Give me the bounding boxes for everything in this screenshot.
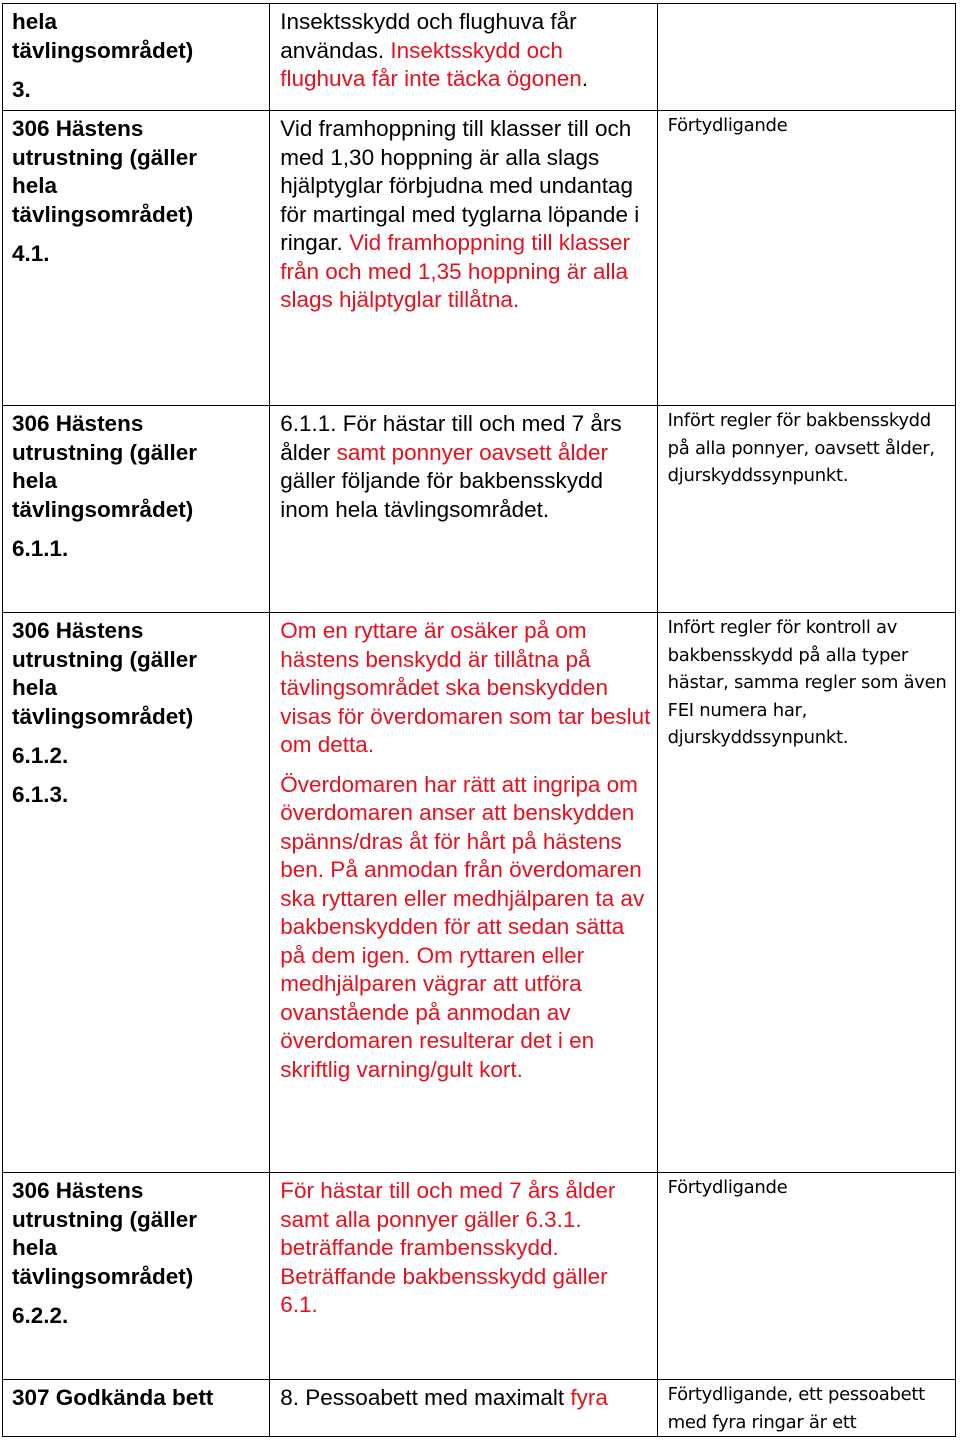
change-comment: Förtydligande, ett pessoabett med fyra ringar är ett [667, 1384, 925, 1433]
rule-text-cell [270, 406, 657, 613]
change-comment-cell [657, 613, 955, 1173]
reference-line: 306 Hästens [12, 116, 144, 141]
rule-text-cell [270, 1173, 657, 1380]
table-row [3, 1173, 956, 1380]
rule-paragraph [280, 771, 650, 1085]
rule-paragraph [280, 115, 650, 315]
rules-change-table [2, 3, 956, 1437]
rule-paragraph [280, 1177, 650, 1320]
reference-line: hela [12, 1235, 58, 1260]
rule-text-cell [270, 111, 657, 406]
rule-paragraph [280, 617, 650, 760]
change-comment-cell [657, 111, 955, 406]
rule-text-cell [270, 4, 657, 111]
change-comment-cell [657, 4, 955, 111]
section-number: 3. [12, 77, 31, 102]
change-comment: Infört regler för bakbensskydd på alla ponnyer, oavsett ålder, djurskyddssynpunkt. [667, 410, 935, 486]
original-text: 8. Pessoabett med maximalt [280, 1385, 571, 1410]
table-row [3, 4, 956, 111]
change-comment-cell [657, 1173, 955, 1380]
change-comment-cell [657, 406, 955, 613]
rule-text-cell [270, 613, 657, 1173]
rule-text-cell [270, 1380, 657, 1437]
rule-paragraph [280, 410, 650, 524]
section-number: 4.1. [12, 241, 50, 266]
reference-line: utrustning (gäller [12, 144, 197, 170]
reference-line: tävlingsområdet) [12, 201, 194, 227]
change-comment: Förtydligande [667, 115, 788, 136]
change-comment: Förtydligande [667, 1177, 788, 1198]
reference-line: 306 Hästens [12, 1178, 144, 1203]
original-text: Insektsskydd och flughuva får användas. [280, 9, 577, 63]
changed-text: fyra [570, 1385, 608, 1410]
reference-line: utrustning (gäller [12, 646, 197, 672]
reference-line: 307 Godkända bett [12, 1385, 214, 1410]
table-body [3, 4, 956, 1437]
reference-line: tävlingsområdet) [12, 703, 194, 729]
changed-text: För hästar till och med 7 års ålder samt alla ponnyer gäller 6.3.1. beträffande frambensskydd. Beträffande bakbensskydd gäller 6.1. [280, 1178, 616, 1317]
original-text: 6.1.1. För hästar till och med 7 års ålder [280, 411, 622, 465]
changed-text: Om en ryttare är osäker på om hästens benskydd är tillåtna på tävlingsområdet ska benskydden visas för överdomaren som tar beslut om detta. [280, 618, 651, 757]
original-text: gäller följande för bakbensskydd inom hela tävlingsområdet. [280, 468, 603, 522]
change-comment-cell [657, 1380, 955, 1437]
section-number: 6.2.2. [12, 1303, 69, 1328]
rule-paragraph [280, 8, 650, 94]
rule-reference-cell [3, 1380, 270, 1437]
original-text: . [581, 66, 588, 91]
rule-reference-cell [3, 1173, 270, 1380]
reference-line: utrustning (gäller [12, 439, 197, 465]
rule-reference-cell [3, 406, 270, 613]
table-row [3, 406, 956, 613]
change-comment [658, 4, 955, 5]
reference-line: hela [12, 9, 58, 34]
reference-line: tävlingsområdet) [12, 1263, 194, 1289]
table-row [3, 111, 956, 406]
changed-text: Insektsskydd och flughuva får inte täcka ögonen [280, 37, 582, 91]
original-text: Vid framhoppning till klasser till och med 1,30 hoppning är alla slags hjälptyglar förbjudna med undantag för martingal med tyglarna löpande i ringar. [280, 116, 640, 255]
reference-line: 306 Hästens [12, 411, 144, 436]
rule-paragraph [280, 1384, 650, 1413]
section-number: 6.1.3. [12, 781, 69, 807]
rule-reference-cell [3, 613, 270, 1173]
table-row [3, 613, 956, 1173]
table-row [3, 1380, 956, 1437]
rule-reference-cell [3, 111, 270, 406]
reference-line: utrustning (gäller [12, 1206, 197, 1232]
reference-line: tävlingsområdet) [12, 37, 194, 63]
reference-line: hela [12, 675, 58, 700]
changed-text: Överdomaren har rätt att ingripa om överdomaren anser att benskydden spänns/dras åt för hårt på hästens ben. På anmodan från överdomaren ska ryttaren eller medhjälparen ta av bakbenskydden för att sedan sätta på dem igen. Om ryttaren eller medhjälparen vägrar att utföra ovanstående på anmodan av överdomaren resulterar det i en skriftlig varning/gult kort. [280, 771, 645, 1082]
reference-line: hela [12, 468, 58, 493]
changed-text: Vid framhoppning till klasser från och med 1,35 hoppning är alla slags hjälptyglar tillåtna. [280, 230, 631, 312]
reference-line: hela [12, 173, 58, 198]
reference-line: tävlingsområdet) [12, 496, 194, 522]
reference-line: 306 Hästens [12, 618, 144, 643]
change-comment: Infört regler för kontroll av bakbensskydd på alla typer hästar, samma regler som även FEI numera har, djurskyddssynpunkt. [667, 617, 947, 748]
section-number: 6.1.1. [12, 536, 69, 561]
section-number: 6.1.2. [12, 743, 69, 768]
changed-text: samt ponnyer oavsett ålder [336, 439, 608, 465]
rule-reference-cell [3, 4, 270, 111]
